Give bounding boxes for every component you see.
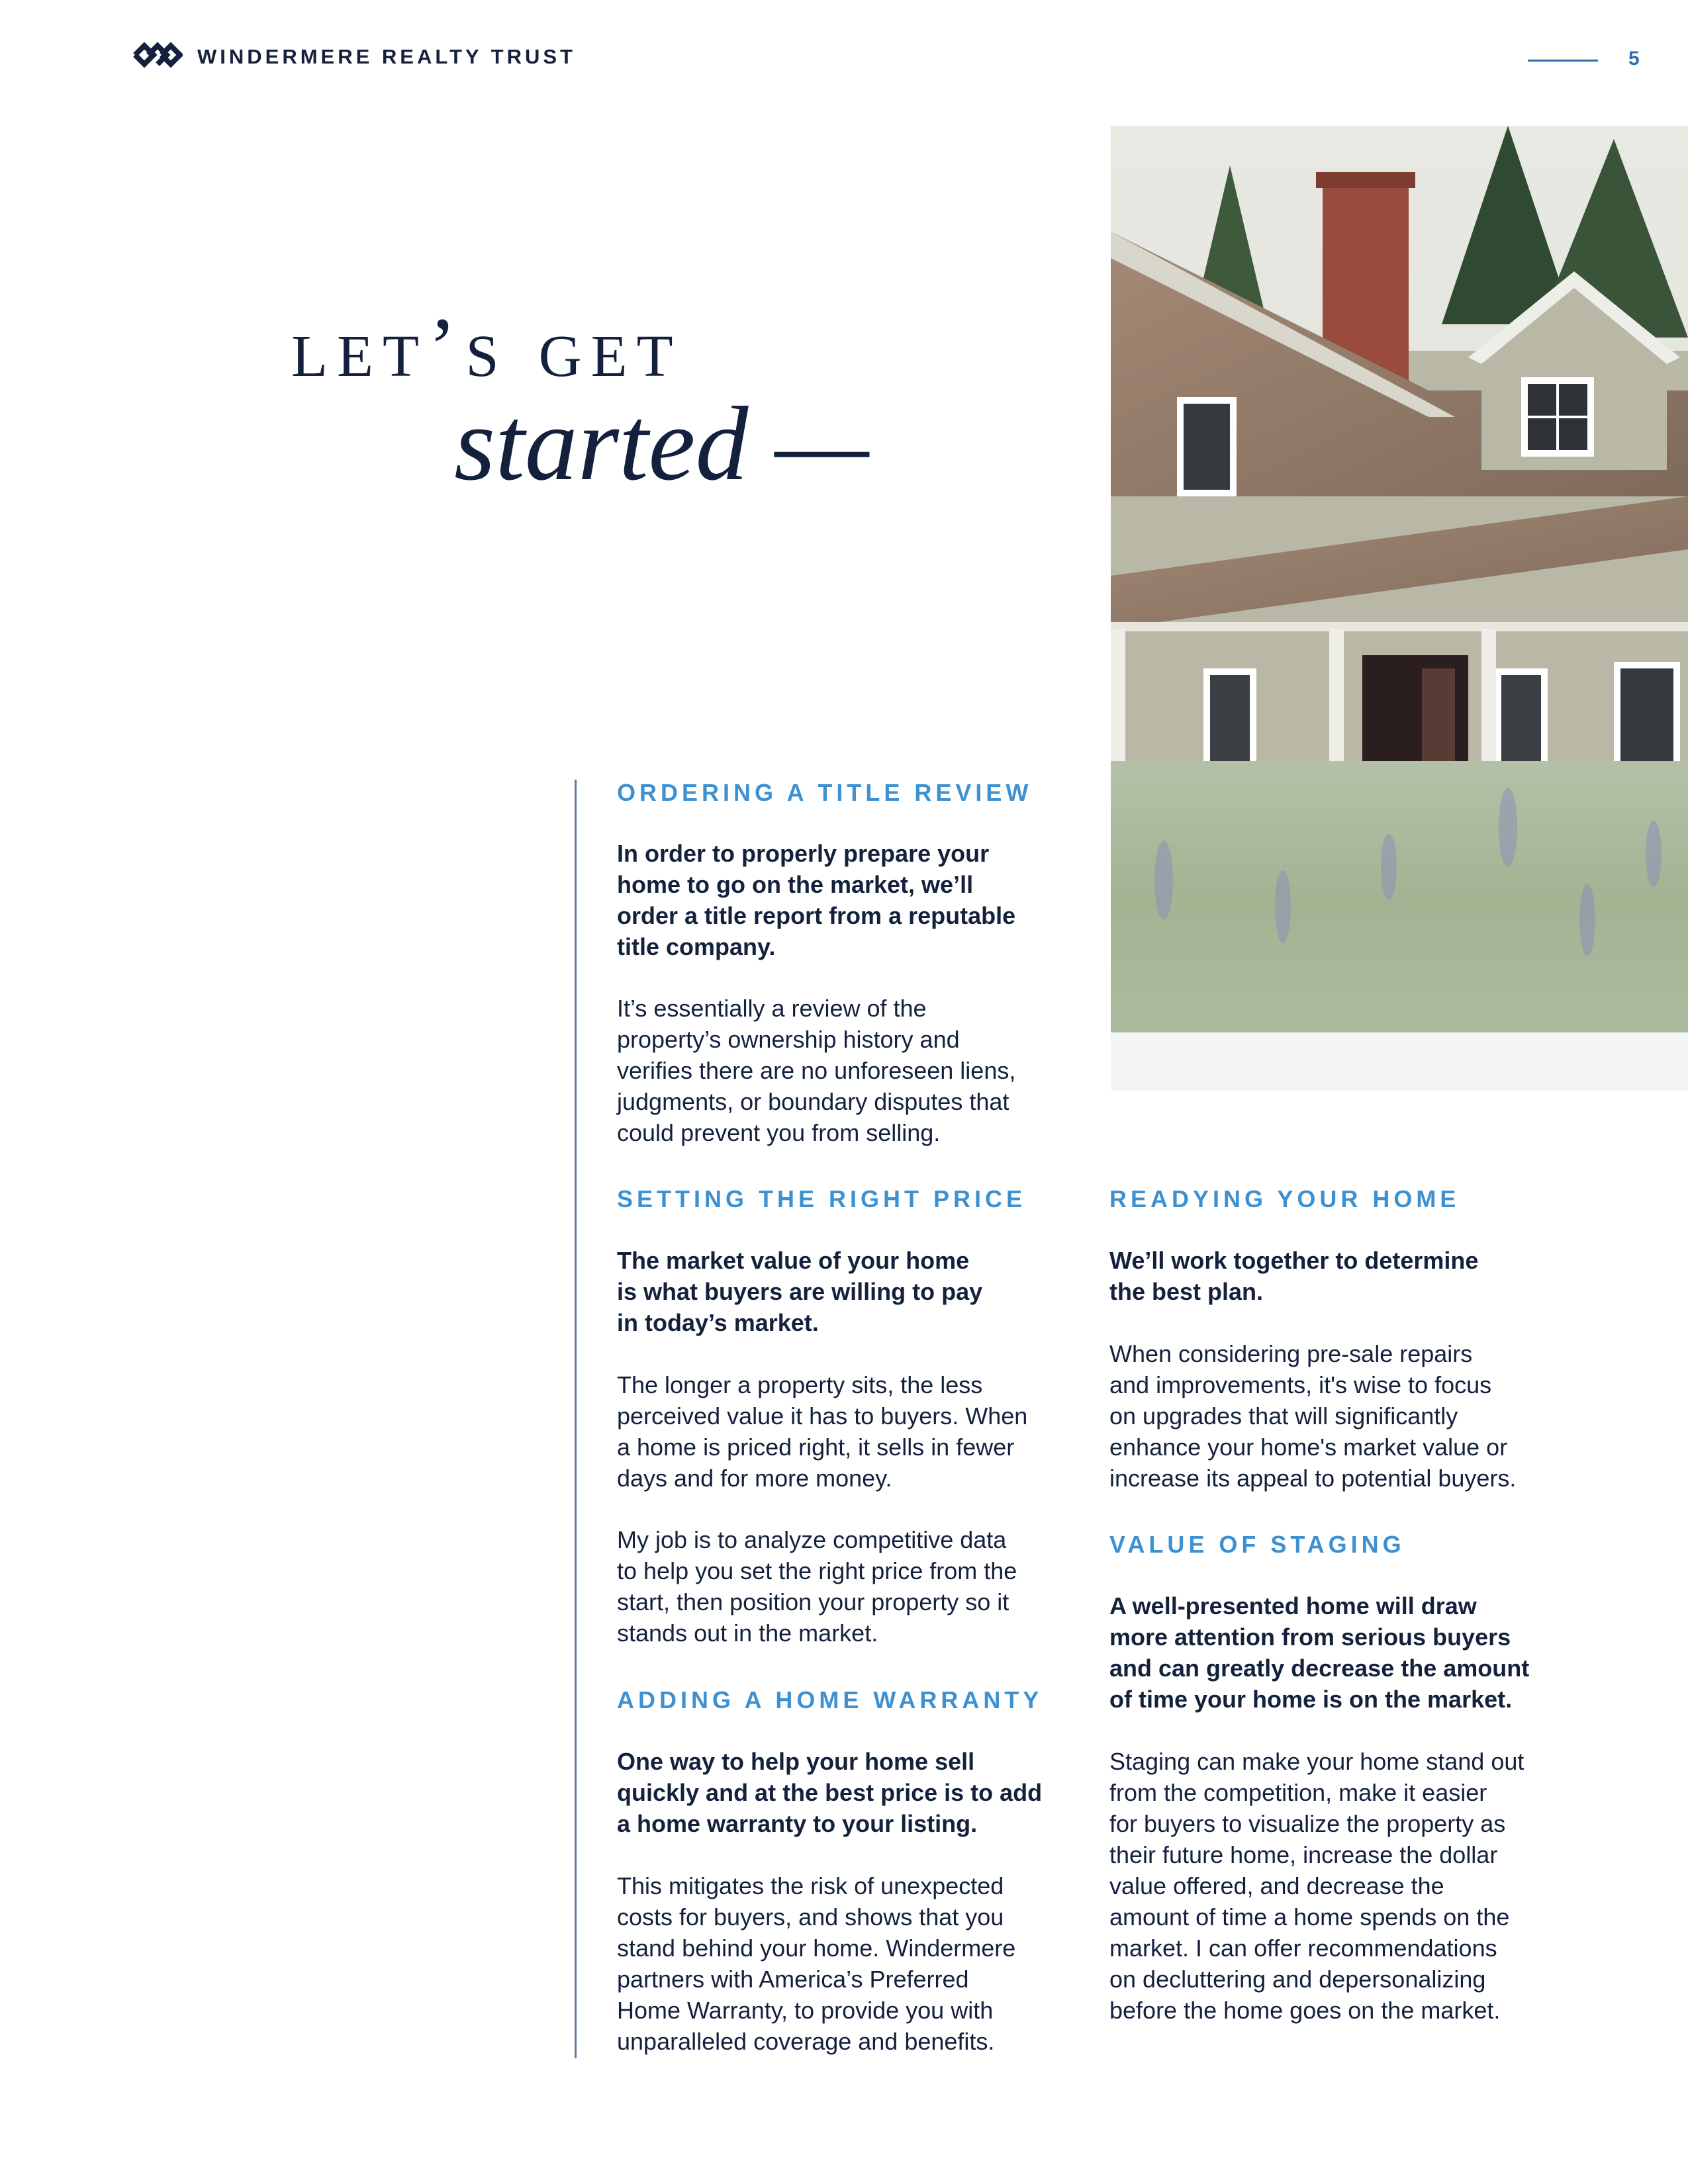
page-number-rule <box>1528 60 1598 62</box>
staging-lead: A well-presented home will draw more attention from serious buyers and can greatly decrease the amount of time your home is on the market. <box>1109 1592 1530 1713</box>
readying-heading: READYING YOUR HOME <box>1109 1185 1460 1212</box>
readying-body: When considering pre-sale repairs and improvements, it's wise to focus on upgrades that will significantly enhance your home's market value or increase its appeal to potential buyers. <box>1109 1340 1517 1492</box>
title-review-lead: In order to properly prepare your home to go on the market, we’ll order a title report from a reputable title company. <box>617 840 1016 960</box>
page-number: 5 <box>1628 48 1640 69</box>
home-warranty-heading: ADDING A HOME WARRANTY <box>617 1686 1043 1713</box>
title-review-body: It’s essentially a review of the property’s ownership history and verifies there are no unforeseen liens, judgments, or boundary disputes that could prevent you from selling. <box>617 995 1016 1146</box>
photo-backing-panel <box>1111 1032 1688 1091</box>
page-title-line-1: let’s get <box>291 300 682 394</box>
house-photo <box>1111 126 1688 1037</box>
home-warranty-lead: One way to help your home sell quickly and at the best price is to add a home warranty to your listing. <box>617 1748 1043 1837</box>
section-divider-line <box>575 780 577 2058</box>
brand-name: WINDERMERE REALTY TRUST <box>197 45 576 68</box>
house-illustration <box>1111 126 1688 1037</box>
title-review-heading: ORDERING A TITLE REVIEW <box>617 779 1033 806</box>
staging-body: Staging can make your home stand out from the competition, make it easier for buyers to visualize the property as their future home, increase the dollar value offered, and decrease the amount of time a home spends on the market. I can offer recommendations on decluttering and depersonalizing before the home goes on the market. <box>1109 1748 1524 2024</box>
right-price-body-1: The longer a property sits, the less perceived value it has to buyers. When a home is priced right, it sells in fewer days and for more money. <box>617 1371 1028 1492</box>
staging-heading: VALUE OF STAGING <box>1109 1531 1405 1558</box>
readying-lead: We’ll work together to determine the best plan. <box>1109 1247 1479 1305</box>
right-price-lead: The market value of your home is what buyers are willing to pay in today’s market. <box>617 1247 983 1336</box>
right-price-body-2: My job is to analyze competitive data to help you set the right price from the start, then position your property so it stands out in the market. <box>617 1526 1017 1647</box>
home-warranty-body: This mitigates the risk of unexpected costs for buyers, and shows that you stand behind your home. Windermere partners with America’s Preferred Home Warranty, to provide you with unparalleled coverage and benefits. <box>617 1872 1016 2055</box>
page-title-line-2: started — <box>454 385 869 502</box>
windermere-w-logo-icon <box>132 38 183 71</box>
right-price-heading: SETTING THE RIGHT PRICE <box>617 1185 1027 1212</box>
